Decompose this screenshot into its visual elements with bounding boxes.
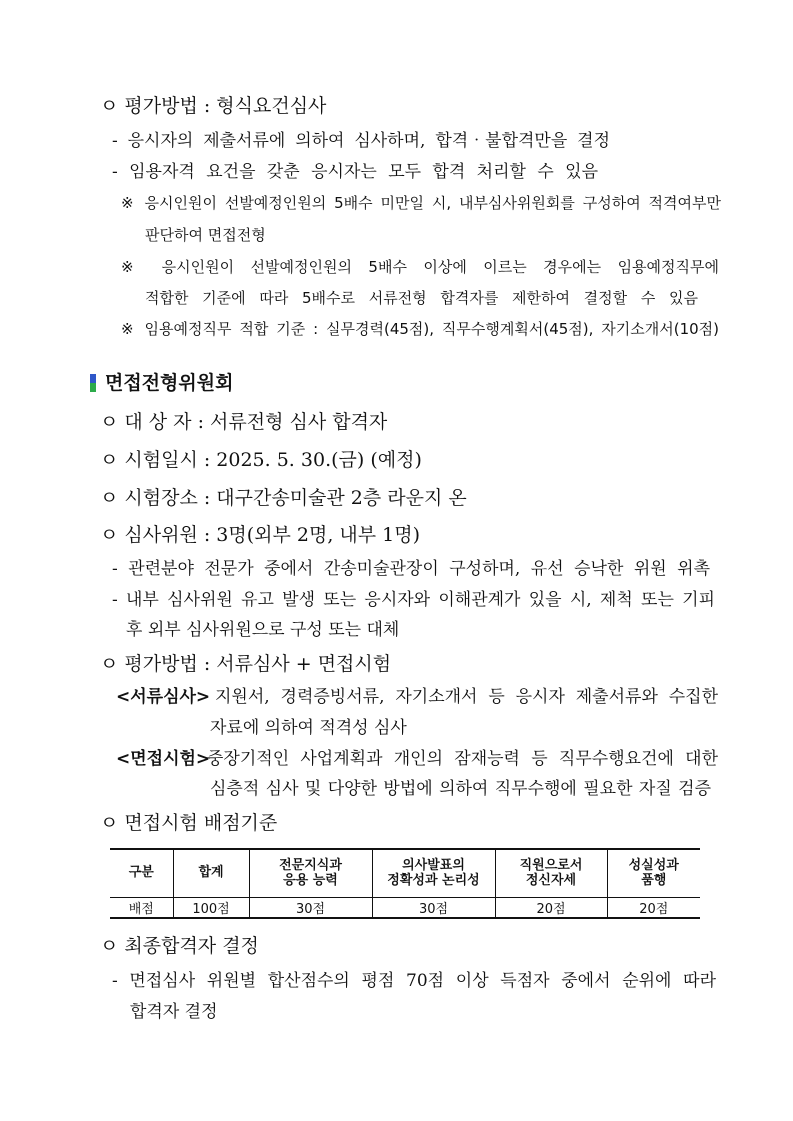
criteria-heading: ㅇ 면접시험 배점기준 [100, 812, 278, 834]
doc-review-label: <서류심사> [116, 687, 211, 707]
header-attitude: 직원으로서 정신자세 [495, 849, 607, 897]
judges-bullet-2: - 내부 심사위원 유고 발생 또는 응시자와 이해관계가 있을 시, 제척 또는 기피 [112, 590, 715, 610]
final-bullet: - 면접심사 위원별 합산점수의 평점 70점 이상 득점자 중에서 순위에 따라 [112, 971, 716, 991]
note-under-5x: ※ 응시인원이 선발예정인원의 5배수 미만일 시, 내부심사위원회를 구성하여 적격여부만 [121, 194, 721, 212]
cell-attitude: 20점 [495, 897, 607, 918]
header-category: 구분 [110, 849, 173, 897]
table-header-row [110, 849, 700, 897]
exam-date: ㅇ 시험일시 : 2025. 5. 30.(금) (예정) [100, 449, 422, 471]
cell-expertise: 30점 [249, 897, 372, 918]
exam-place: ㅇ 시험장소 : 대구간송미술관 2층 라운지 온 [100, 487, 467, 509]
cell-total: 100점 [173, 897, 249, 918]
doc-review-desc-cont: 자료에 의하여 적격성 심사 [210, 718, 407, 738]
section-marker-icon [90, 374, 96, 392]
note-over-5x-cont: 적합한 기준에 따라 5배수로 서류전형 합격자를 제한하여 결정할 수 있음 [145, 289, 698, 307]
section-title: 면접전형위원회 [105, 372, 234, 394]
header-presentation: 의사발표의 정확성과 논리성 [372, 849, 495, 897]
judges-bullet-2-cont: 후 외부 심사위원으로 구성 또는 대체 [126, 620, 400, 640]
interview-desc: 중장기적인 사업계획과 개인의 잠재능력 등 직무수행요건에 대한 [207, 749, 718, 769]
target: ㅇ 대 상 자 : 서류전형 심사 합격자 [100, 411, 388, 433]
header-total: 합계 [173, 849, 249, 897]
judges-bullet-1: - 관련분야 전문가 중에서 간송미술관장이 구성하며, 유선 승낙한 위원 위촉 [112, 559, 710, 579]
bullet-doc-review: - 응시자의 제출서류에 의하여 심사하며, 합격‧불합격만을 결정 [112, 131, 610, 151]
note-criteria: ※ 임용예정직무 적합 기준 : 실무경력(45점), 직무수행계획서(45점), 자기소개서(10점) [121, 320, 719, 338]
doc-review-desc: 지원서, 경력증빙서류, 자기소개서 등 응시자 제출서류와 수집한 [215, 687, 718, 707]
note-over-5x: ※ 응시인원이 선발예정인원의 5배수 이상에 이르는 경우에는 임용예정직무에 [121, 258, 719, 276]
score-table [110, 848, 700, 919]
interview-label: <면접시험> [116, 749, 211, 769]
final-bullet-cont: 합격자 결정 [130, 1002, 218, 1022]
header-integrity: 성실성과 품행 [607, 849, 700, 897]
judges: ㅇ 심사위원 : 3명(외부 2명, 내부 1명) [100, 524, 421, 546]
header-expertise: 전문지식과 응용 능력 [249, 849, 372, 897]
table-row [110, 897, 700, 918]
note-under-5x-cont: 판단하여 면접전형 [145, 226, 266, 244]
cell-integrity: 20점 [607, 897, 700, 918]
row-label: 배점 [110, 897, 173, 918]
final-heading: ㅇ 최종합격자 결정 [100, 935, 259, 957]
evaluation-method-1: ㅇ 평가방법 : 형식요건심사 [100, 95, 327, 117]
evaluation-method-2: ㅇ 평가방법 : 서류심사 + 면접시험 [100, 653, 392, 675]
interview-desc-cont: 심층적 심사 및 다양한 방법에 의하여 직무수행에 필요한 자질 검증 [210, 779, 711, 799]
cell-presentation: 30점 [372, 897, 495, 918]
bullet-all-pass: - 임용자격 요건을 갖춘 응시자는 모두 합격 처리할 수 있음 [112, 162, 598, 182]
